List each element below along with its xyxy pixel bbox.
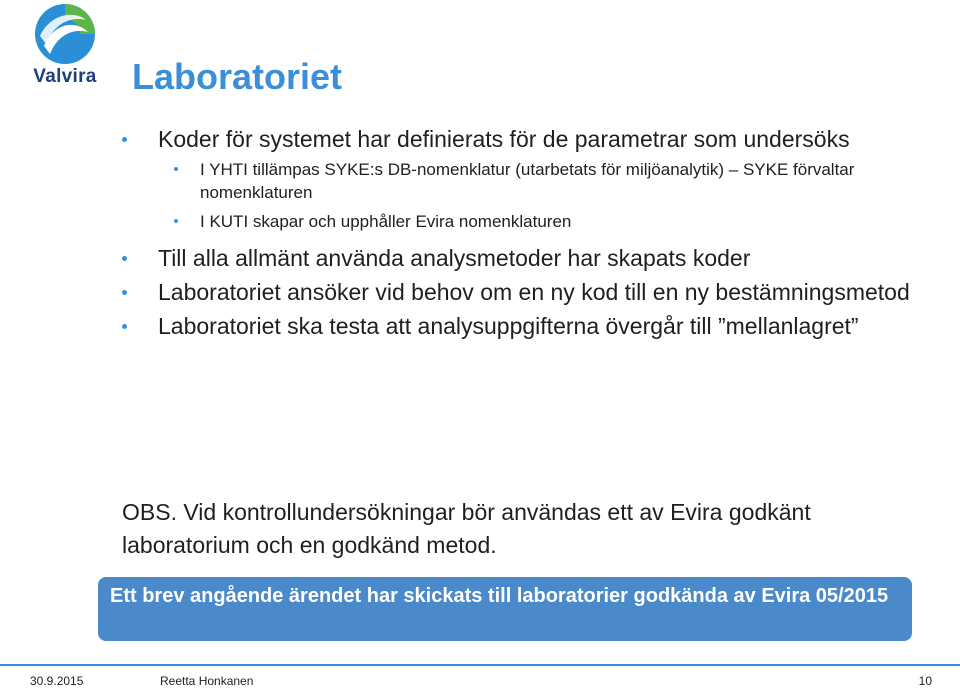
footer-author: Reetta Honkanen xyxy=(160,674,254,688)
bullet-item xyxy=(122,243,922,274)
bullet-item xyxy=(122,311,922,342)
footer-divider xyxy=(0,664,960,666)
bullet-text: Laboratoriet ska testa att analysuppgifterna övergår till ”mellanlagret” xyxy=(158,313,859,339)
bullet-text: Till alla allmänt använda analysmetoder har skapats koder xyxy=(158,245,751,271)
valvira-logo-icon xyxy=(30,2,100,66)
notice-text: Ett brev angående ärendet har skickats till laboratorier godkända av Evira 05/2015 xyxy=(110,585,889,607)
bullet-icon xyxy=(174,219,178,223)
bullet-icon xyxy=(122,137,127,142)
bullet-list xyxy=(122,124,922,345)
bullet-icon xyxy=(122,324,127,329)
obs-note: OBS. Vid kontrollundersökningar bör användas ett av Evira godkänt laboratorium och en godkänd metod. xyxy=(122,499,811,558)
bullet-item xyxy=(122,277,922,308)
bullet-item xyxy=(122,124,922,155)
slide-title: Laboratoriet xyxy=(132,56,343,97)
page-number: 10 xyxy=(918,674,932,688)
sub-bullet-text: I YHTI tillämpas SYKE:s DB-nomenklatur (utarbetats för miljöanalytik) – SYKE förvaltar nomenklaturen xyxy=(200,160,855,202)
bullet-icon xyxy=(122,290,127,295)
bullet-text: Koder för systemet har definierats för de parametrar som undersöks xyxy=(158,126,850,152)
sub-bullet-item xyxy=(122,158,922,204)
bullet-text: Laboratoriet ansöker vid behov om en ny kod till en ny bestämningsmetod xyxy=(158,279,910,305)
sub-bullet-text: I KUTI skapar och upphåller Evira nomenklaturen xyxy=(200,212,572,231)
notice-box xyxy=(98,577,912,641)
bullet-icon xyxy=(174,167,178,171)
logo-wordmark: Valvira xyxy=(33,66,97,87)
valvira-logo xyxy=(20,2,110,94)
bullet-icon xyxy=(122,256,127,261)
sub-bullet-item xyxy=(122,210,922,233)
footer-date: 30.9.2015 xyxy=(30,674,84,688)
